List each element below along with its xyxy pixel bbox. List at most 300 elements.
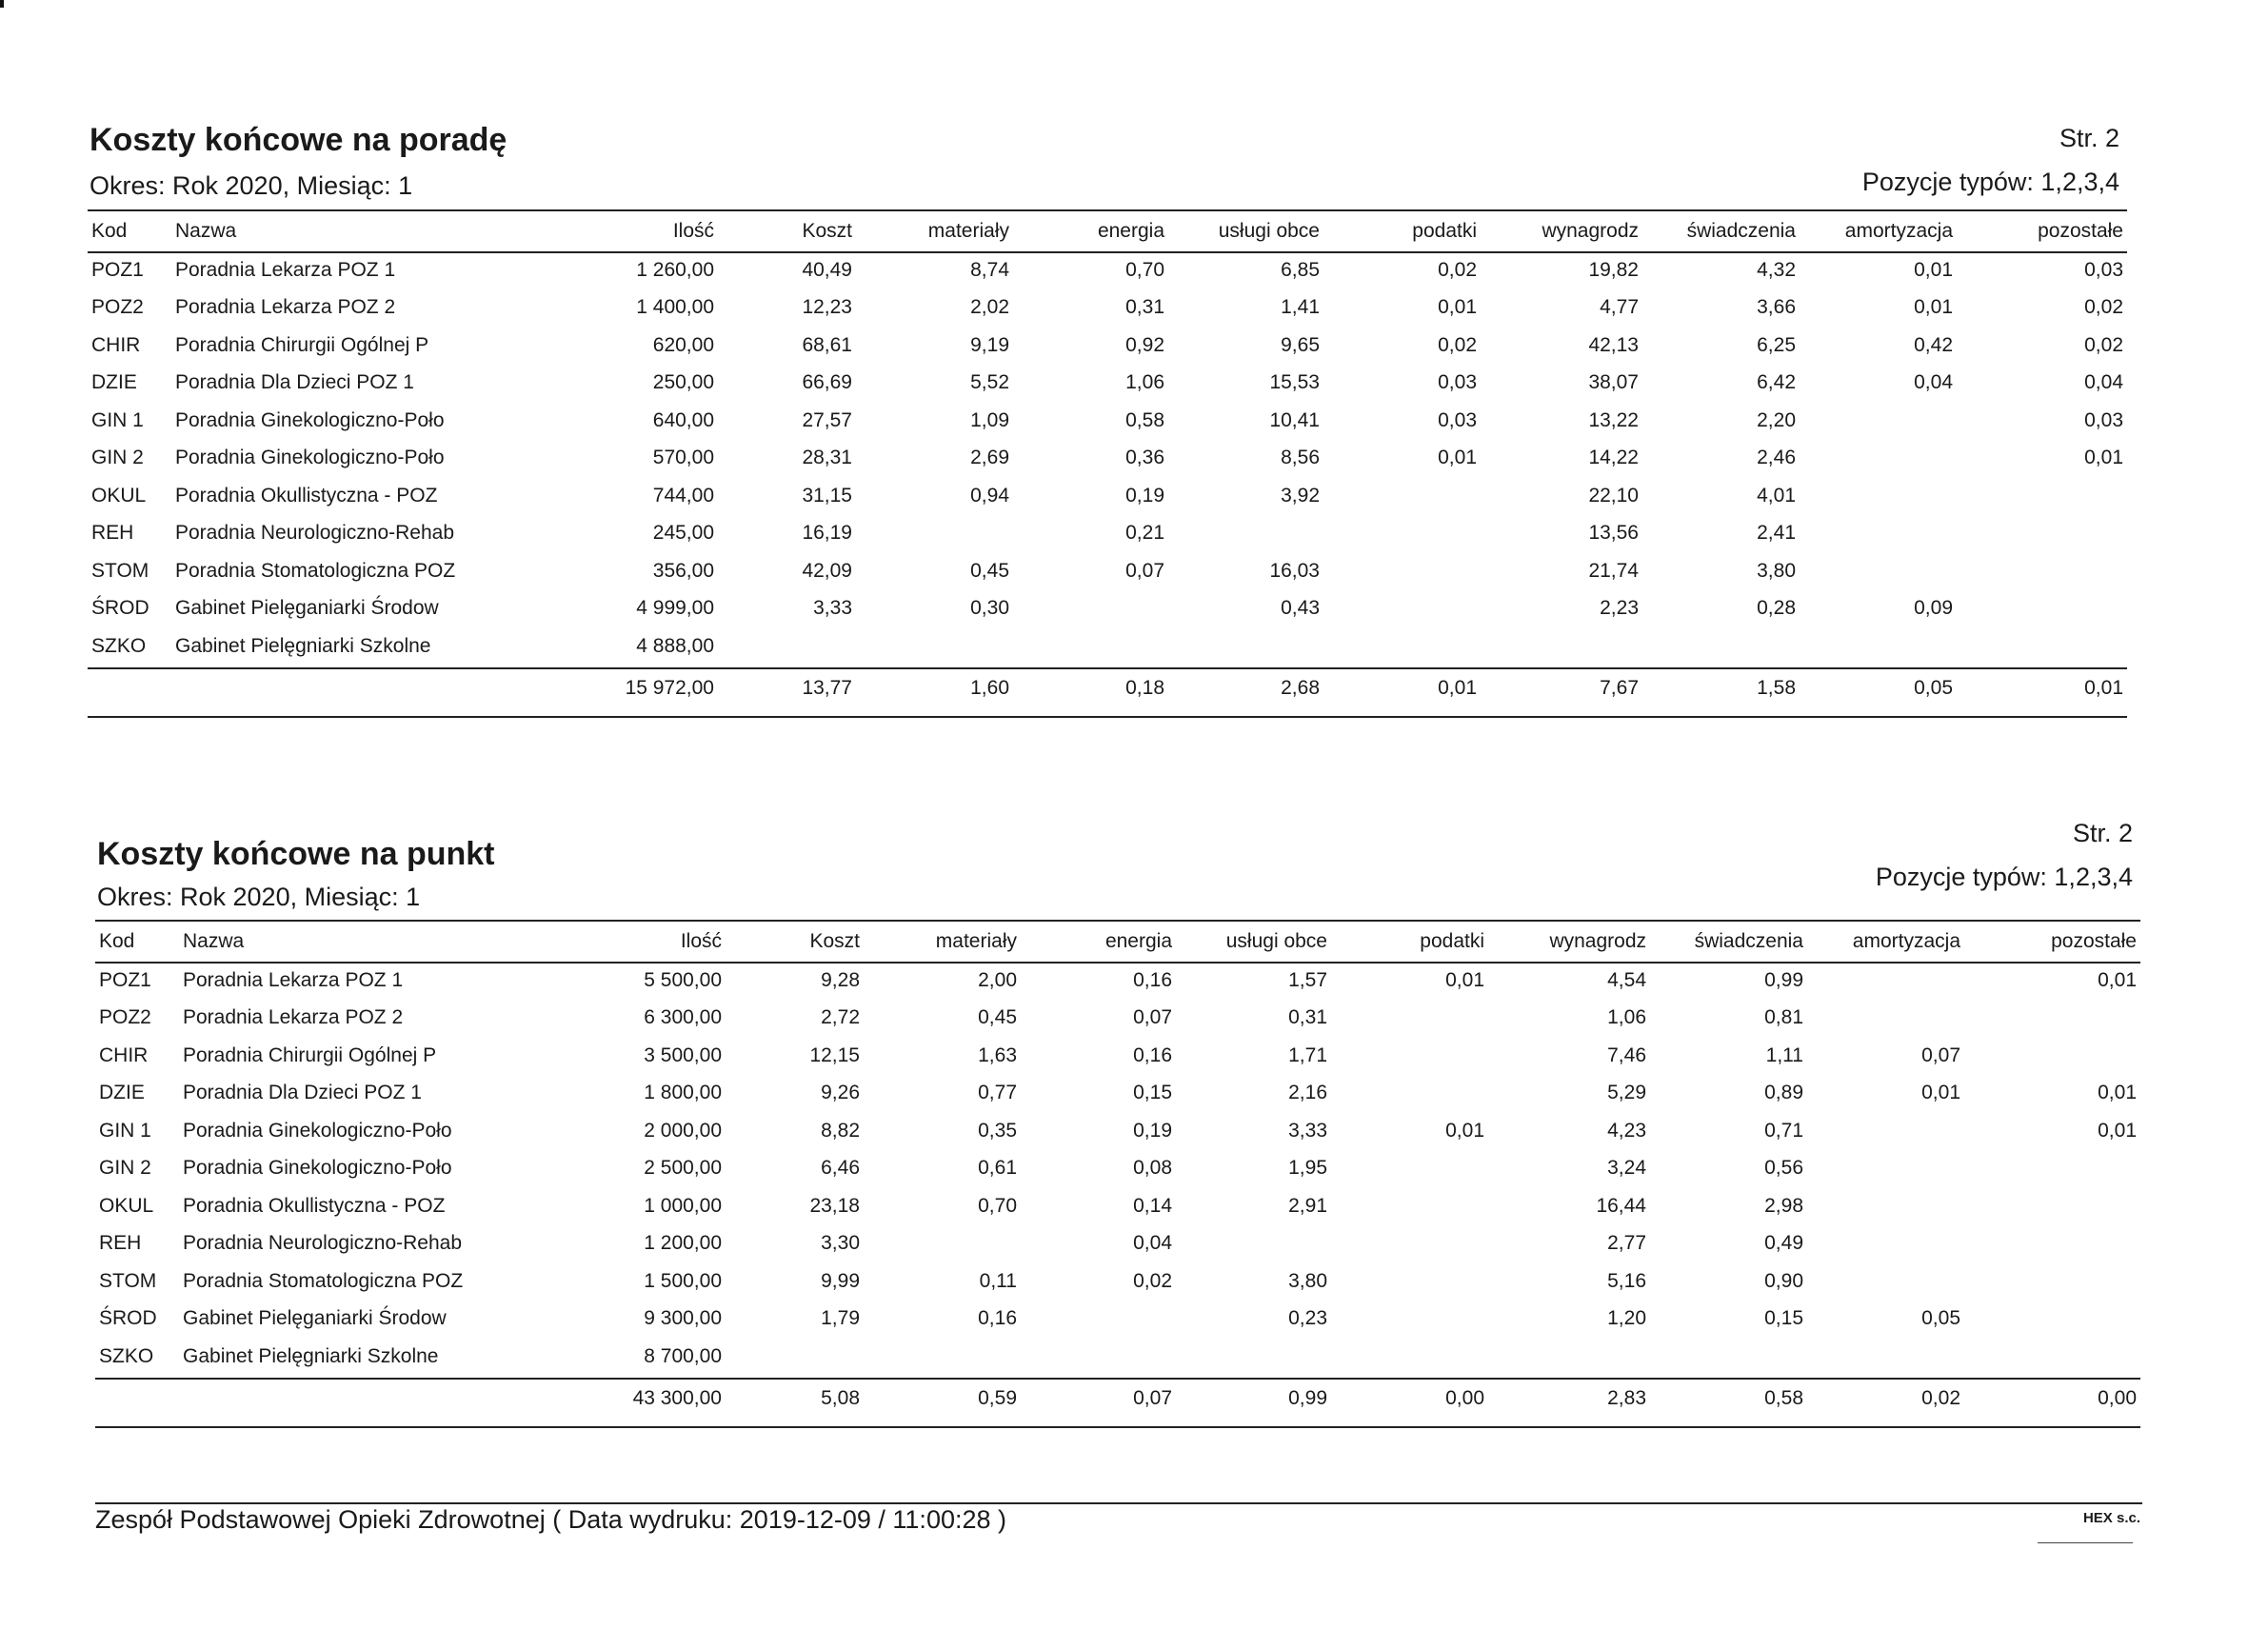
table-row: [95, 962, 2140, 1000]
cell-pozostale: [1964, 1037, 2140, 1075]
table-row: [88, 402, 2127, 440]
cell-wynagrodz: 14,22: [1588, 447, 1639, 469]
cell-energia: 0,70: [1125, 258, 1164, 281]
cell-pozostale: 0,01: [2098, 1082, 2137, 1104]
cell-pozostale: 0,02: [2084, 296, 2123, 319]
column-header-pozostale: pozostałe: [2051, 930, 2137, 952]
total-pozostale: 0,01: [2084, 676, 2123, 699]
column-header-koszt: Koszt: [809, 930, 860, 952]
cell-swiadczenia: 2,46: [1757, 447, 1796, 469]
report-title: Koszty końcowe na punkt: [97, 836, 495, 872]
cell-swiadczenia: 4,01: [1757, 484, 1796, 507]
table-row: [88, 627, 2127, 666]
cell-materialy: 9,19: [970, 333, 1009, 356]
cell-materialy: 5,52: [970, 371, 1009, 394]
cell-kod: GIN 1: [99, 1119, 151, 1142]
cell-swiadczenia: 0,89: [1764, 1082, 1803, 1104]
cell-uslugi-obce: 3,33: [1288, 1119, 1327, 1142]
cell-energia: 0,21: [1125, 522, 1164, 545]
cell-koszt: 23,18: [809, 1194, 860, 1217]
cell-wynagrodz: 4,23: [1607, 1119, 1646, 1142]
cell-ilosc: 5 500,00: [644, 968, 722, 991]
total-row: [88, 666, 2127, 711]
cell-swiadczenia: 4,32: [1757, 258, 1796, 281]
cell-materialy: [856, 515, 1013, 553]
cell-podatki: [1323, 590, 1481, 628]
cell-energia: 0,16: [1133, 968, 1172, 991]
position-types: Pozycje typów: 1,2,3,4: [1875, 863, 2133, 891]
cell-wynagrodz: 4,77: [1600, 296, 1639, 319]
cell-podatki: 0,02: [1438, 333, 1477, 356]
cell-nazwa: Poradnia Stomatologiczna POZ: [175, 559, 456, 582]
cell-koszt: 12,23: [802, 296, 852, 319]
table-row: [88, 515, 2127, 553]
cell-energia: 0,14: [1133, 1194, 1172, 1217]
table-row: [95, 1112, 2140, 1150]
cell-pozostale: 0,01: [2084, 447, 2123, 469]
cell-nazwa: Poradnia Chirurgii Ogólnej P: [175, 333, 429, 356]
cell-amortyzacja: [1800, 440, 1957, 478]
cell-podatki: [1331, 1338, 1488, 1376]
total-uslugi-obce: 0,99: [1288, 1386, 1327, 1409]
cell-wynagrodz: 42,13: [1588, 333, 1639, 356]
cell-materialy: 0,16: [978, 1307, 1017, 1330]
cell-uslugi-obce: [1168, 515, 1323, 553]
column-header-nazwa: Nazwa: [183, 930, 245, 952]
report-title: Koszty końcowe na poradę: [90, 122, 507, 158]
cell-nazwa: Poradnia Stomatologiczna POZ: [183, 1269, 464, 1292]
column-header-materialy: materiały: [927, 220, 1009, 242]
table-header-row: [88, 211, 2127, 251]
column-header-podatki: podatki: [1420, 930, 1484, 952]
cell-koszt: 12,15: [809, 1043, 860, 1066]
cell-koszt: 8,82: [821, 1119, 860, 1142]
cell-pozostale: 0,03: [2084, 408, 2123, 431]
cell-amortyzacja: [1800, 402, 1957, 440]
column-header-koszt: Koszt: [802, 220, 852, 242]
column-header-wynagrodz: wynagrodz: [1549, 930, 1646, 952]
cell-koszt: 6,46: [821, 1157, 860, 1180]
cell-wynagrodz: 19,82: [1588, 258, 1639, 281]
cell-amortyzacja: [1807, 962, 1964, 1000]
cell-swiadczenia: 0,28: [1757, 597, 1796, 620]
cell-materialy: 0,30: [970, 597, 1009, 620]
cell-energia: 0,16: [1133, 1043, 1172, 1066]
cell-ilosc: 570,00: [652, 447, 714, 469]
column-header-amortyzacja: amortyzacja: [1844, 220, 1953, 242]
cell-amortyzacja: [1807, 1262, 1964, 1301]
table-row: [95, 1187, 2140, 1225]
brand-label: HEX s.c.: [2082, 1510, 2140, 1526]
cell-pozostale: [1957, 627, 2127, 666]
total-materialy: 1,60: [970, 676, 1009, 699]
cell-wynagrodz: 3,24: [1607, 1157, 1646, 1180]
cell-ilosc: 250,00: [652, 371, 714, 394]
cell-ilosc: 356,00: [652, 559, 714, 582]
cell-kod: GIN 2: [91, 447, 144, 469]
cell-energia: 0,19: [1125, 484, 1164, 507]
total-kod: [95, 1376, 179, 1421]
cell-uslugi-obce: 3,92: [1281, 484, 1320, 507]
cell-energia: 0,36: [1125, 447, 1164, 469]
cell-pozostale: [1964, 1187, 2140, 1225]
cell-energia: 0,92: [1125, 333, 1164, 356]
cell-koszt: 31,15: [802, 484, 852, 507]
total-nazwa: [179, 1376, 522, 1421]
cell-materialy: [856, 627, 1013, 666]
table-row: [95, 1000, 2140, 1038]
table-row: [95, 1338, 2140, 1376]
cell-amortyzacja: [1800, 552, 1957, 590]
cell-podatki: 0,03: [1438, 408, 1477, 431]
page-number: Str. 2: [2072, 819, 2133, 847]
cell-materialy: 0,94: [970, 484, 1009, 507]
cell-wynagrodz: 5,16: [1607, 1269, 1646, 1292]
cell-koszt: 9,28: [821, 968, 860, 991]
cell-kod: CHIR: [99, 1043, 149, 1066]
cell-materialy: 1,09: [970, 408, 1009, 431]
table-row: [88, 365, 2127, 403]
table-row: [88, 327, 2127, 365]
cell-pozostale: 0,03: [2084, 258, 2123, 281]
footer-rule: [95, 1502, 2142, 1504]
cell-pozostale: [1964, 1000, 2140, 1038]
cell-energia: 0,08: [1133, 1157, 1172, 1180]
column-header-swiadczenia: świadczenia: [1686, 220, 1796, 242]
table-row: [95, 1075, 2140, 1113]
cell-podatki: [1323, 515, 1481, 553]
total-swiadczenia: 1,58: [1757, 676, 1796, 699]
cell-pozostale: [1957, 590, 2127, 628]
cell-uslugi-obce: 6,85: [1281, 258, 1320, 281]
cell-uslugi-obce: [1176, 1225, 1331, 1263]
table-row: [95, 1150, 2140, 1188]
cell-kod: OKUL: [91, 484, 147, 507]
column-header-energia: energia: [1104, 930, 1172, 952]
cell-uslugi-obce: 0,43: [1281, 597, 1320, 620]
cell-swiadczenia: 0,81: [1764, 1006, 1803, 1029]
cell-nazwa: Poradnia Lekarza POZ 1: [175, 258, 396, 281]
table-row: [88, 477, 2127, 515]
cell-amortyzacja: 0,01: [1914, 258, 1953, 281]
report-period: Okres: Rok 2020, Miesiąc: 1: [90, 171, 413, 200]
cell-nazwa: Poradnia Ginekologiczno-Poło: [183, 1157, 452, 1180]
cell-wynagrodz: 4,54: [1607, 968, 1646, 991]
cell-uslugi-obce: 1,95: [1288, 1157, 1327, 1180]
report-period: Okres: Rok 2020, Miesiąc: 1: [97, 883, 421, 911]
cell-pozostale: [1957, 515, 2127, 553]
cell-nazwa: Poradnia Okullistyczna - POZ: [183, 1194, 446, 1217]
cell-ilosc: 1 400,00: [636, 296, 714, 319]
cell-uslugi-obce: 0,23: [1288, 1307, 1327, 1330]
column-header-energia: energia: [1097, 220, 1164, 242]
cell-materialy: 2,69: [970, 447, 1009, 469]
cell-amortyzacja: 0,42: [1914, 333, 1953, 356]
cell-koszt: [726, 1338, 864, 1376]
table-row: [95, 1301, 2140, 1339]
cell-kod: POZ1: [99, 968, 151, 991]
column-header-wynagrodz: wynagrodz: [1542, 220, 1639, 242]
section-bottom-rule: [95, 1426, 2140, 1428]
cell-materialy: [864, 1338, 1021, 1376]
header-bottom-rule: [88, 251, 2127, 253]
cell-amortyzacja: 0,09: [1914, 597, 1953, 620]
section-bottom-rule: [88, 716, 2127, 718]
total-kod: [88, 666, 171, 711]
cell-energia: [1021, 1338, 1176, 1376]
cell-nazwa: Poradnia Lekarza POZ 2: [175, 296, 396, 319]
cell-amortyzacja: 0,04: [1914, 371, 1953, 394]
column-header-podatki: podatki: [1412, 220, 1477, 242]
footer-text: Zespół Podstawowej Opieki Zdrowotnej ( Data wydruku: 2019-12-09 / 11:00:28 ): [95, 1505, 1006, 1534]
cell-nazwa: Gabinet Pielęgniarki Szkolne: [175, 634, 431, 657]
cell-pozostale: [1957, 552, 2127, 590]
cell-kod: DZIE: [91, 371, 137, 394]
cell-ilosc: 4 888,00: [636, 634, 714, 657]
total-swiadczenia: 0,58: [1764, 1386, 1803, 1409]
cell-pozostale: 0,02: [2084, 333, 2123, 356]
cell-materialy: 0,70: [978, 1194, 1017, 1217]
column-header-kod: Kod: [99, 930, 135, 952]
total-ilosc: 15 972,00: [625, 676, 714, 699]
cell-nazwa: Poradnia Chirurgii Ogólnej P: [183, 1043, 437, 1066]
cell-podatki: [1331, 1150, 1488, 1188]
column-header-materialy: materiały: [935, 930, 1017, 952]
cell-uslugi-obce: 2,91: [1288, 1194, 1327, 1217]
cell-energia: 0,07: [1133, 1006, 1172, 1029]
cell-swiadczenia: 2,41: [1757, 522, 1796, 545]
cell-ilosc: 1 000,00: [644, 1194, 722, 1217]
cell-nazwa: Poradnia Neurologiczno-Rehab: [175, 522, 455, 545]
cell-swiadczenia: 3,66: [1757, 296, 1796, 319]
cell-ilosc: 1 200,00: [644, 1232, 722, 1255]
column-header-uslugi-obce: usługi obce: [1218, 220, 1320, 242]
column-header-pozostale: pozostałe: [2038, 220, 2123, 242]
cell-ilosc: 640,00: [652, 408, 714, 431]
cell-nazwa: Gabinet Pielęganiarki Środow: [183, 1307, 447, 1330]
cell-amortyzacja: 0,05: [1921, 1307, 1960, 1330]
total-wynagrodz: 2,83: [1607, 1386, 1646, 1409]
cell-wynagrodz: 21,74: [1588, 559, 1639, 582]
cell-uslugi-obce: 9,65: [1281, 333, 1320, 356]
total-amortyzacja: 0,02: [1921, 1386, 1960, 1409]
cell-koszt: 40,49: [802, 258, 852, 281]
cell-podatki: [1323, 552, 1481, 590]
cell-podatki: [1331, 1075, 1488, 1113]
cell-pozostale: 0,04: [2084, 371, 2123, 394]
cell-nazwa: Poradnia Ginekologiczno-Poło: [175, 408, 445, 431]
cell-swiadczenia: 0,15: [1764, 1307, 1803, 1330]
cell-materialy: 1,63: [978, 1043, 1017, 1066]
cell-pozostale: 0,01: [2098, 968, 2137, 991]
cell-kod: GIN 2: [99, 1157, 151, 1180]
cell-materialy: 0,45: [978, 1006, 1017, 1029]
cell-ilosc: 4 999,00: [636, 597, 714, 620]
cell-energia: 0,19: [1133, 1119, 1172, 1142]
cell-uslugi-obce: 8,56: [1281, 447, 1320, 469]
cell-wynagrodz: 2,77: [1607, 1232, 1646, 1255]
cell-ilosc: 245,00: [652, 522, 714, 545]
cell-swiadczenia: [1650, 1338, 1807, 1376]
cell-swiadczenia: 0,56: [1764, 1157, 1803, 1180]
cell-kod: ŚROD: [99, 1307, 157, 1330]
cell-amortyzacja: [1807, 1225, 1964, 1263]
cell-materialy: 8,74: [970, 258, 1009, 281]
cell-energia: 1,06: [1125, 371, 1164, 394]
cell-swiadczenia: 6,25: [1757, 333, 1796, 356]
cell-wynagrodz: 16,44: [1596, 1194, 1646, 1217]
cell-nazwa: Gabinet Pielęgniarki Szkolne: [183, 1344, 439, 1367]
table-row: [88, 552, 2127, 590]
table-body: [95, 962, 2140, 1421]
cell-uslugi-obce: 16,03: [1269, 559, 1320, 582]
cell-uslugi-obce: 2,16: [1288, 1082, 1327, 1104]
table-row: [95, 1225, 2140, 1263]
cell-amortyzacja: [1800, 627, 1957, 666]
cell-uslugi-obce: 10,41: [1269, 408, 1320, 431]
cell-ilosc: 2 500,00: [644, 1157, 722, 1180]
cell-materialy: 0,61: [978, 1157, 1017, 1180]
total-ilosc: 43 300,00: [632, 1386, 722, 1409]
cell-ilosc: 8 700,00: [644, 1344, 722, 1367]
cell-amortyzacja: [1807, 1338, 1964, 1376]
cell-ilosc: 3 500,00: [644, 1043, 722, 1066]
cell-podatki: [1331, 1037, 1488, 1075]
cell-uslugi-obce: [1176, 1338, 1331, 1376]
cell-koszt: 27,57: [802, 408, 852, 431]
column-header-ilosc: Ilość: [672, 220, 714, 242]
cell-wynagrodz: 7,46: [1607, 1043, 1646, 1066]
table-row: [95, 1037, 2140, 1075]
column-header-kod: Kod: [91, 220, 128, 242]
table-header-row: [95, 922, 2140, 962]
cell-podatki: [1331, 1225, 1488, 1263]
cell-podatki: 0,01: [1438, 447, 1477, 469]
cell-kod: GIN 1: [91, 408, 144, 431]
cell-swiadczenia: 2,20: [1757, 408, 1796, 431]
cell-kod: POZ2: [99, 1006, 151, 1029]
cell-kod: OKUL: [99, 1194, 154, 1217]
cell-wynagrodz: [1481, 627, 1642, 666]
total-uslugi-obce: 2,68: [1281, 676, 1320, 699]
cell-uslugi-obce: 15,53: [1269, 371, 1320, 394]
cell-uslugi-obce: 0,31: [1288, 1006, 1327, 1029]
cell-amortyzacja: [1800, 477, 1957, 515]
cell-kod: DZIE: [99, 1082, 145, 1104]
cell-koszt: 9,99: [821, 1269, 860, 1292]
cell-swiadczenia: 1,11: [1765, 1043, 1803, 1066]
cell-kod: ŚROD: [91, 597, 149, 620]
cell-wynagrodz: 22,10: [1588, 484, 1639, 507]
cell-nazwa: Poradnia Neurologiczno-Rehab: [183, 1232, 463, 1255]
cell-kod: STOM: [99, 1269, 157, 1292]
column-header-nazwa: Nazwa: [175, 220, 237, 242]
cell-swiadczenia: 3,80: [1757, 559, 1796, 582]
cell-swiadczenia: 2,98: [1764, 1194, 1803, 1217]
total-energia: 0,07: [1133, 1386, 1172, 1409]
cell-pozostale: [1957, 477, 2127, 515]
total-materialy: 0,59: [978, 1386, 1017, 1409]
cell-podatki: 0,02: [1438, 258, 1477, 281]
cell-swiadczenia: 0,71: [1764, 1119, 1803, 1142]
cell-energia: [1013, 590, 1168, 628]
cell-pozostale: 0,01: [2098, 1119, 2137, 1142]
cell-koszt: [718, 627, 856, 666]
cell-podatki: [1331, 1187, 1488, 1225]
cell-wynagrodz: 1,20: [1607, 1307, 1646, 1330]
cell-nazwa: Poradnia Ginekologiczno-Poło: [175, 447, 445, 469]
cell-koszt: 1,79: [821, 1307, 860, 1330]
cell-pozostale: [1964, 1225, 2140, 1263]
cell-materialy: [864, 1225, 1021, 1263]
cell-uslugi-obce: [1168, 627, 1323, 666]
cell-materialy: 0,11: [979, 1269, 1017, 1292]
total-energia: 0,18: [1125, 676, 1164, 699]
cell-swiadczenia: [1642, 627, 1800, 666]
cell-energia: 0,07: [1125, 559, 1164, 582]
cell-podatki: [1331, 1262, 1488, 1301]
cell-materialy: 0,35: [978, 1119, 1017, 1142]
cell-materialy: 2,00: [978, 968, 1017, 991]
cell-amortyzacja: 0,07: [1921, 1043, 1960, 1066]
scan-mark: [0, 0, 4, 8]
cell-koszt: 3,33: [813, 597, 852, 620]
total-koszt: 13,77: [802, 676, 852, 699]
column-header-swiadczenia: świadczenia: [1694, 930, 1803, 952]
cell-nazwa: Poradnia Dla Dzieci POZ 1: [175, 371, 414, 394]
cell-amortyzacja: 0,01: [1921, 1082, 1960, 1104]
cell-nazwa: Poradnia Okullistyczna - POZ: [175, 484, 438, 507]
table-row: [88, 251, 2127, 289]
cell-koszt: 2,72: [821, 1006, 860, 1029]
cell-ilosc: 1 500,00: [644, 1269, 722, 1292]
cell-ilosc: 620,00: [652, 333, 714, 356]
cell-koszt: 68,61: [802, 333, 852, 356]
cell-ilosc: 9 300,00: [644, 1307, 722, 1330]
total-rule: [88, 667, 2127, 669]
cell-kod: REH: [99, 1232, 142, 1255]
cell-amortyzacja: [1807, 1187, 1964, 1225]
column-header-ilosc: Ilość: [680, 930, 722, 952]
cell-energia: 0,15: [1133, 1082, 1172, 1104]
cell-ilosc: 1 260,00: [636, 258, 714, 281]
table-row: [88, 289, 2127, 328]
cell-energia: 0,58: [1125, 408, 1164, 431]
cell-ilosc: 2 000,00: [644, 1119, 722, 1142]
cell-nazwa: Poradnia Dla Dzieci POZ 1: [183, 1082, 422, 1104]
cell-amortyzacja: [1800, 515, 1957, 553]
cell-wynagrodz: 2,23: [1600, 597, 1639, 620]
cell-pozostale: [1964, 1150, 2140, 1188]
cost-table: [95, 922, 2140, 1421]
cell-energia: 0,02: [1133, 1269, 1172, 1292]
cell-podatki: [1331, 1301, 1488, 1339]
table-row: [95, 1262, 2140, 1301]
cell-kod: POZ1: [91, 258, 144, 281]
cell-swiadczenia: 0,90: [1764, 1269, 1803, 1292]
total-koszt: 5,08: [821, 1386, 860, 1409]
cell-amortyzacja: [1807, 1000, 1964, 1038]
total-rule: [95, 1378, 2140, 1380]
brand-underline: [2038, 1542, 2133, 1543]
total-pozostale: 0,00: [2098, 1386, 2137, 1409]
cell-wynagrodz: 13,22: [1588, 408, 1639, 431]
cell-materialy: 0,45: [970, 559, 1009, 582]
column-header-uslugi-obce: usługi obce: [1225, 930, 1327, 952]
cell-kod: REH: [91, 522, 134, 545]
cell-wynagrodz: 1,06: [1607, 1006, 1646, 1029]
cell-swiadczenia: 0,99: [1764, 968, 1803, 991]
